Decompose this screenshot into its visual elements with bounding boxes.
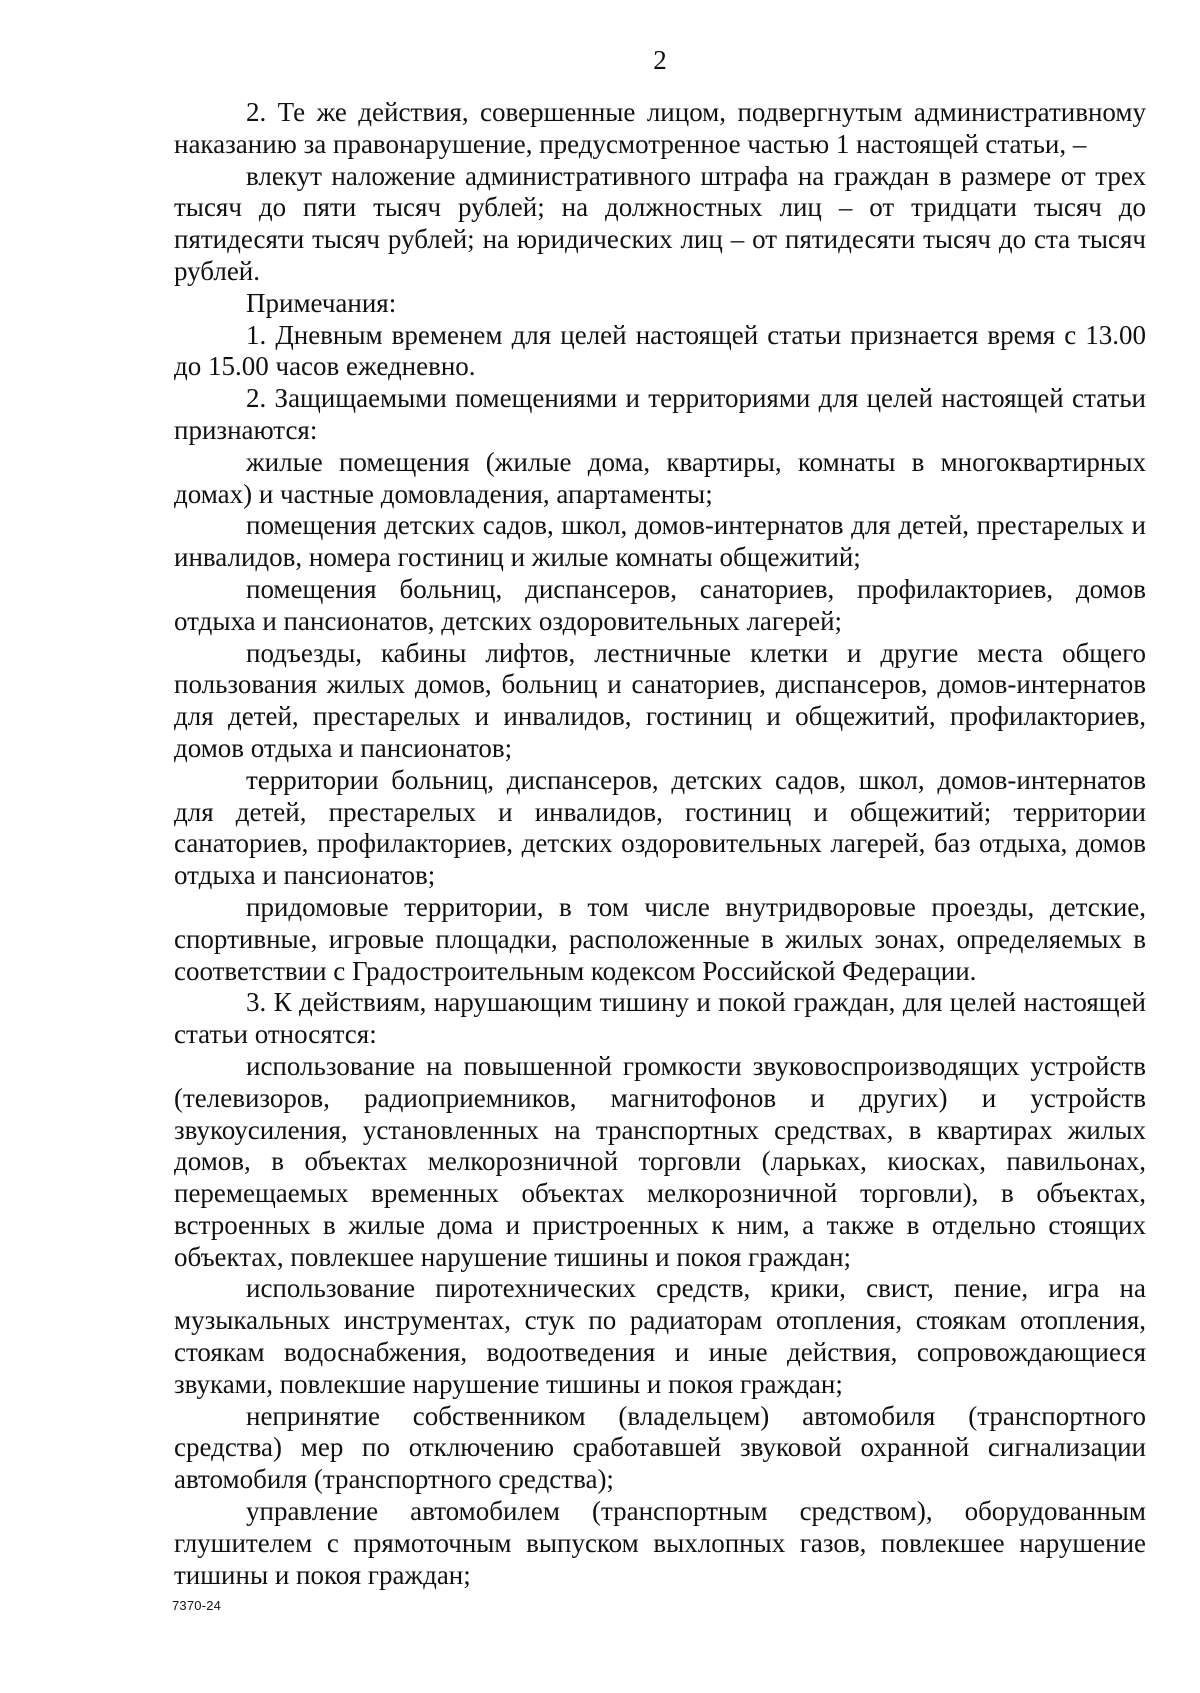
paragraph: влекут наложение административного штрафа на граждан в размере от трех тысяч до пяти тысяч рублей; на должностных лиц – от тридцати тысяч до пятидесяти тысяч рублей; на юридических лиц – от пятидесяти тысяч до ста тысяч рублей. — [174, 160, 1146, 286]
paragraph: использование пиротехнических средств, крики, свист, пение, игра на музыкальных инструментах, стук по радиаторам отопления, стоякам отопления, стоякам водоснабжения, водоотведения и иные действия, сопровождающиеся звуками, повлекшие нарушение тишины и покоя граждан; — [174, 1273, 1146, 1399]
paragraph: использование на повышенной громкости звуковоспроизводящих устройств (телевизоров, радиоприемников, магнитофонов и других) и устройств звукоусиления, установленных на транспортных средствах, в квартирах жилых домов, в объектах мелкорозничной торговли (ларьках, киосках, павильонах, перемещаемых временных объектах мелкорозничной торговли), в объектах, встроенных в жилые дома и пристроенных к ним, а также в отдельно стоящих объектах, повлекшее нарушение тишины и покоя граждан; — [174, 1050, 1146, 1272]
paragraph: непринятие собственником (владельцем) автомобиля (транспортного средства) мер по отключению сработавшей звуковой охранной сигнализации автомобиля (транспортного средства); — [174, 1400, 1146, 1495]
page-number: 2 — [653, 45, 667, 75]
document-body — [174, 97, 1146, 1591]
paragraph: 2. Защищаемыми помещениями и территориями для целей настоящей статьи признаются: — [174, 383, 1146, 445]
paragraph: Примечания: — [246, 287, 397, 318]
paragraph: жилые помещения (жилые дома, квартиры, комнаты в многоквартирных домах) и частные домовладения, апартаменты; — [174, 446, 1146, 509]
paragraph: подъезды, кабины лифтов, лестничные клетки и другие места общего пользования жилых домов, больниц и санаториев, диспансеров, домов-интернатов для детей, престарелых и инвалидов, гостиниц и общежитий, профилакториев, домов отдыха и пансионатов; — [174, 637, 1146, 763]
paragraph: помещения детских садов, школ, домов-интернатов для детей, престарелых и инвалидов, номера гостиниц и жилые комнаты общежитий; — [174, 510, 1146, 573]
paragraph: 1. Дневным временем для целей настоящей статьи признается время с 13.00 до 15.00 часов ежедневно. — [174, 319, 1146, 382]
paragraph: территории больниц, диспансеров, детских садов, школ, домов-интернатов для детей, престарелых и инвалидов, гостиниц и общежитий; территории санаториев, профилакториев, детских оздоровительных лагерей, баз отдыха, домов отдыха и пансионатов; — [174, 764, 1146, 891]
paragraph: помещения больниц, диспансеров, санаториев, профилакториев, домов отдыха и пансионатов, детских оздоровительных лагерей; — [174, 573, 1146, 636]
paragraph: 2. Те же действия, совершенные лицом, подвергнутым административному наказанию за правонарушение, предусмотренное частью 1 настоящей статьи, – — [174, 97, 1146, 159]
paragraph: управление автомобилем (транспортным средством), оборудованным глушителем с прямоточным выпуском выхлопных газов, повлекшее нарушение тишины и покоя граждан; — [174, 1496, 1146, 1590]
paragraph: 3. К действиям, нарушающим тишину и покой граждан, для целей настоящей статьи относятся: — [174, 987, 1146, 1050]
document-code: 7370-24 — [172, 1598, 222, 1613]
paragraph: придомовые территории, в том числе внутридворовые проезды, детские, спортивные, игровые площадки, расположенные в жилых зонах, определяемых в соответствии с Градостроительным кодексом Российской Федерации. — [174, 891, 1146, 986]
